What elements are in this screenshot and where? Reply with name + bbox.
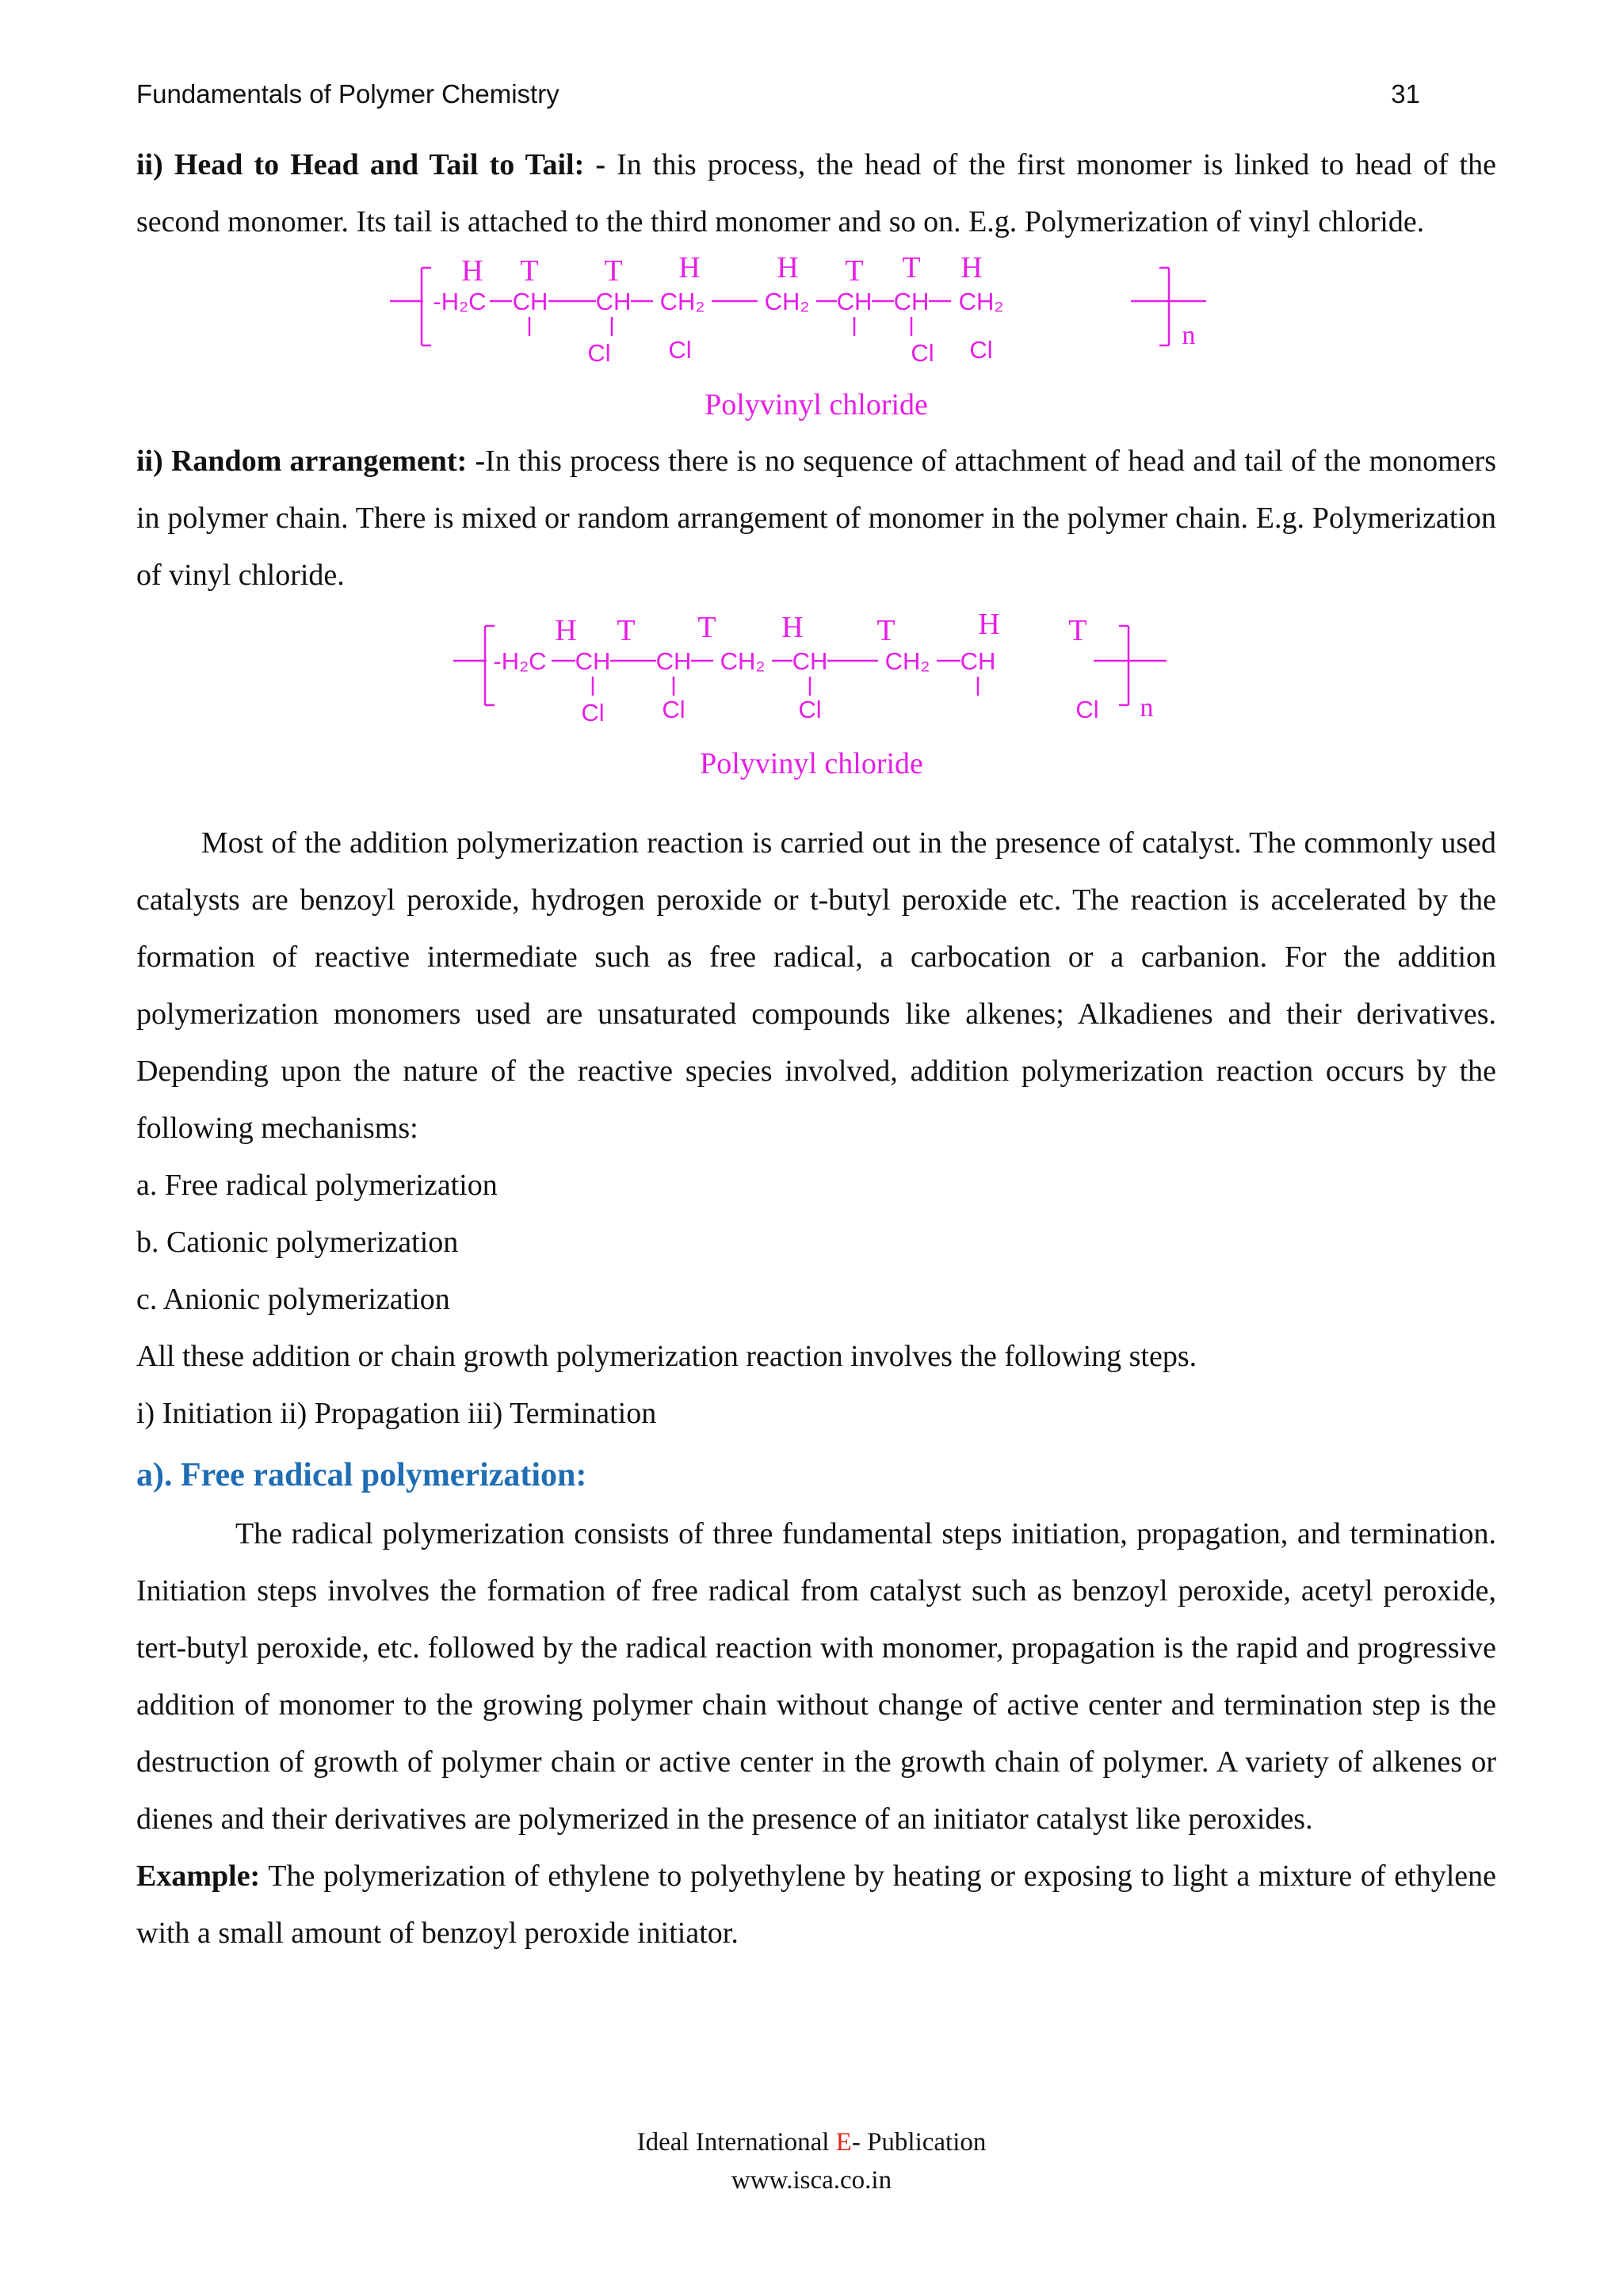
- example-label: Example:: [136, 1859, 261, 1893]
- substituent-cl: Cl: [587, 339, 611, 367]
- substituent-cl: Cl: [798, 696, 822, 723]
- group-ch: CH: [960, 647, 996, 675]
- group-h2c: -H₂C: [433, 288, 487, 315]
- label-H: H: [777, 251, 799, 284]
- label-T: T: [902, 251, 921, 284]
- group-ch2: CH₂: [764, 288, 810, 315]
- substituent-cl: Cl: [668, 336, 692, 364]
- figure-pvc-head-to-head: [136, 250, 1496, 433]
- page-content: [136, 136, 1496, 1962]
- group-ch2: CH₂: [720, 647, 766, 675]
- steps-intro: All these addition or chain growth polymerization reaction involves the following steps.: [136, 1340, 1197, 1373]
- label-H: H: [461, 254, 483, 288]
- paragraph-random: [136, 433, 1496, 604]
- figure-caption: Polyvinyl chloride: [700, 747, 923, 780]
- publisher-pre: Ideal International: [636, 2128, 836, 2157]
- label-T: T: [604, 254, 623, 288]
- group-ch: CH: [595, 288, 632, 315]
- paragraph-catalysts: Most of the addition polymerization reaction is carried out in the presence of catalyst. The commonly used catalysts are benzoyl peroxide, hydrogen peroxide or t-butyl peroxide etc. The reaction is accelerated by the formation of reactive intermediate such as free radical, a carbocation or a carbanion. For the addition polymerization monomers used are unsaturated compounds like alkenes; Alkadienes and their derivatives. Depending upon the nature of the reactive species involved, addition polymerization reaction occurs by the following mechanisms:: [136, 826, 1496, 1145]
- section-heading-free-radical: a). Free radical polymerization:: [136, 1457, 587, 1493]
- group-ch: CH: [792, 647, 828, 675]
- label-T: T: [697, 611, 716, 644]
- figure-caption: Polyvinyl chloride: [705, 388, 928, 421]
- substituent-cl: Cl: [581, 699, 605, 727]
- label-T: T: [520, 254, 539, 288]
- group-ch: CH: [575, 647, 611, 675]
- label-T: T: [845, 254, 864, 288]
- group-ch: CH: [655, 647, 692, 675]
- substituent-cl: Cl: [911, 339, 934, 367]
- page-footer: [0, 2123, 1623, 2199]
- group-ch2: CH₂: [659, 288, 705, 315]
- book-title: Fundamentals of Polymer Chemistry: [136, 79, 559, 109]
- publisher-accent: E: [835, 2128, 852, 2157]
- figure-pvc-random: [136, 604, 1496, 814]
- group-ch: CH: [836, 288, 873, 315]
- label-T: T: [876, 614, 896, 647]
- label-H: H: [978, 608, 1000, 641]
- group-h2c: -H₂C: [493, 647, 547, 675]
- running-header: [136, 79, 1420, 109]
- text-random: In this process there is no sequence of attachment of head and tail of the monomers in polymer chain. There is mixed or random arrangement of monomer in the polymer chain. E.g. Polymerization of vinyl chloride.: [136, 444, 1496, 592]
- group-ch: CH: [512, 288, 548, 315]
- publisher-post: - Publication: [851, 2128, 987, 2157]
- page-number: 31: [1391, 79, 1420, 109]
- pvc-structure-1: [136, 250, 1496, 433]
- paragraph-free-radical: The radical polymerization consists of three fundamental steps initiation, propagation, and termination. Initiation steps involves the formation of free radical from catalyst such as benzoyl peroxide, acetyl peroxide, tert-butyl peroxide, etc. followed by the radical reaction with monomer, propagation is the rapid and progressive addition of monomer to the growing polymer chain without change of active center and termination step is the destruction of growth of polymer chain or active center in the growth chain of polymer. A variety of alkenes or dienes and their derivatives are polymerized in the presence of an initiator catalyst like peroxides.: [136, 1517, 1496, 1836]
- pvc-structure-2: [136, 604, 1496, 814]
- label-T: T: [617, 614, 636, 647]
- substituent-cl: Cl: [662, 696, 685, 723]
- substituent-cl: Cl: [1075, 696, 1099, 723]
- steps-list: i) Initiation ii) Propagation iii) Termination: [136, 1397, 657, 1430]
- list-item-anionic: c. Anionic polymerization: [136, 1283, 450, 1316]
- publisher-url: www.isca.co.in: [731, 2166, 892, 2195]
- repeat-n: n: [1140, 693, 1154, 723]
- group-ch2: CH₂: [884, 647, 930, 675]
- paragraph-head-to-head: [136, 136, 1496, 250]
- repeat-n: n: [1182, 321, 1196, 350]
- heading-head-to-head: ii) Head to Head and Tail to Tail: -: [136, 148, 605, 181]
- label-H: H: [555, 614, 577, 647]
- label-H: H: [678, 251, 701, 284]
- publisher-line: [0, 2123, 1623, 2161]
- label-H: H: [781, 611, 804, 644]
- group-ch2: CH₂: [958, 288, 1004, 315]
- label-T: T: [1068, 614, 1087, 647]
- text-head-to-head: In this process, the head of the first monomer is linked to head of the second monomer. Its tail is attached to the third monomer and so on. E.g. Polymerization of vinyl chloride.: [136, 148, 1496, 238]
- substituent-cl: Cl: [969, 336, 993, 364]
- list-item-free-radical: a. Free radical polymerization: [136, 1169, 498, 1202]
- group-ch: CH: [893, 288, 930, 315]
- label-H: H: [960, 251, 983, 284]
- example-text: The polymerization of ethylene to polyethylene by heating or exposing to light a mixture of ethylene with a small amount of benzoyl peroxide initiator.: [136, 1859, 1496, 1950]
- list-item-cationic: b. Cationic polymerization: [136, 1226, 459, 1259]
- paragraph-example: [136, 1848, 1496, 1962]
- heading-random: ii) Random arrangement: -: [136, 444, 486, 478]
